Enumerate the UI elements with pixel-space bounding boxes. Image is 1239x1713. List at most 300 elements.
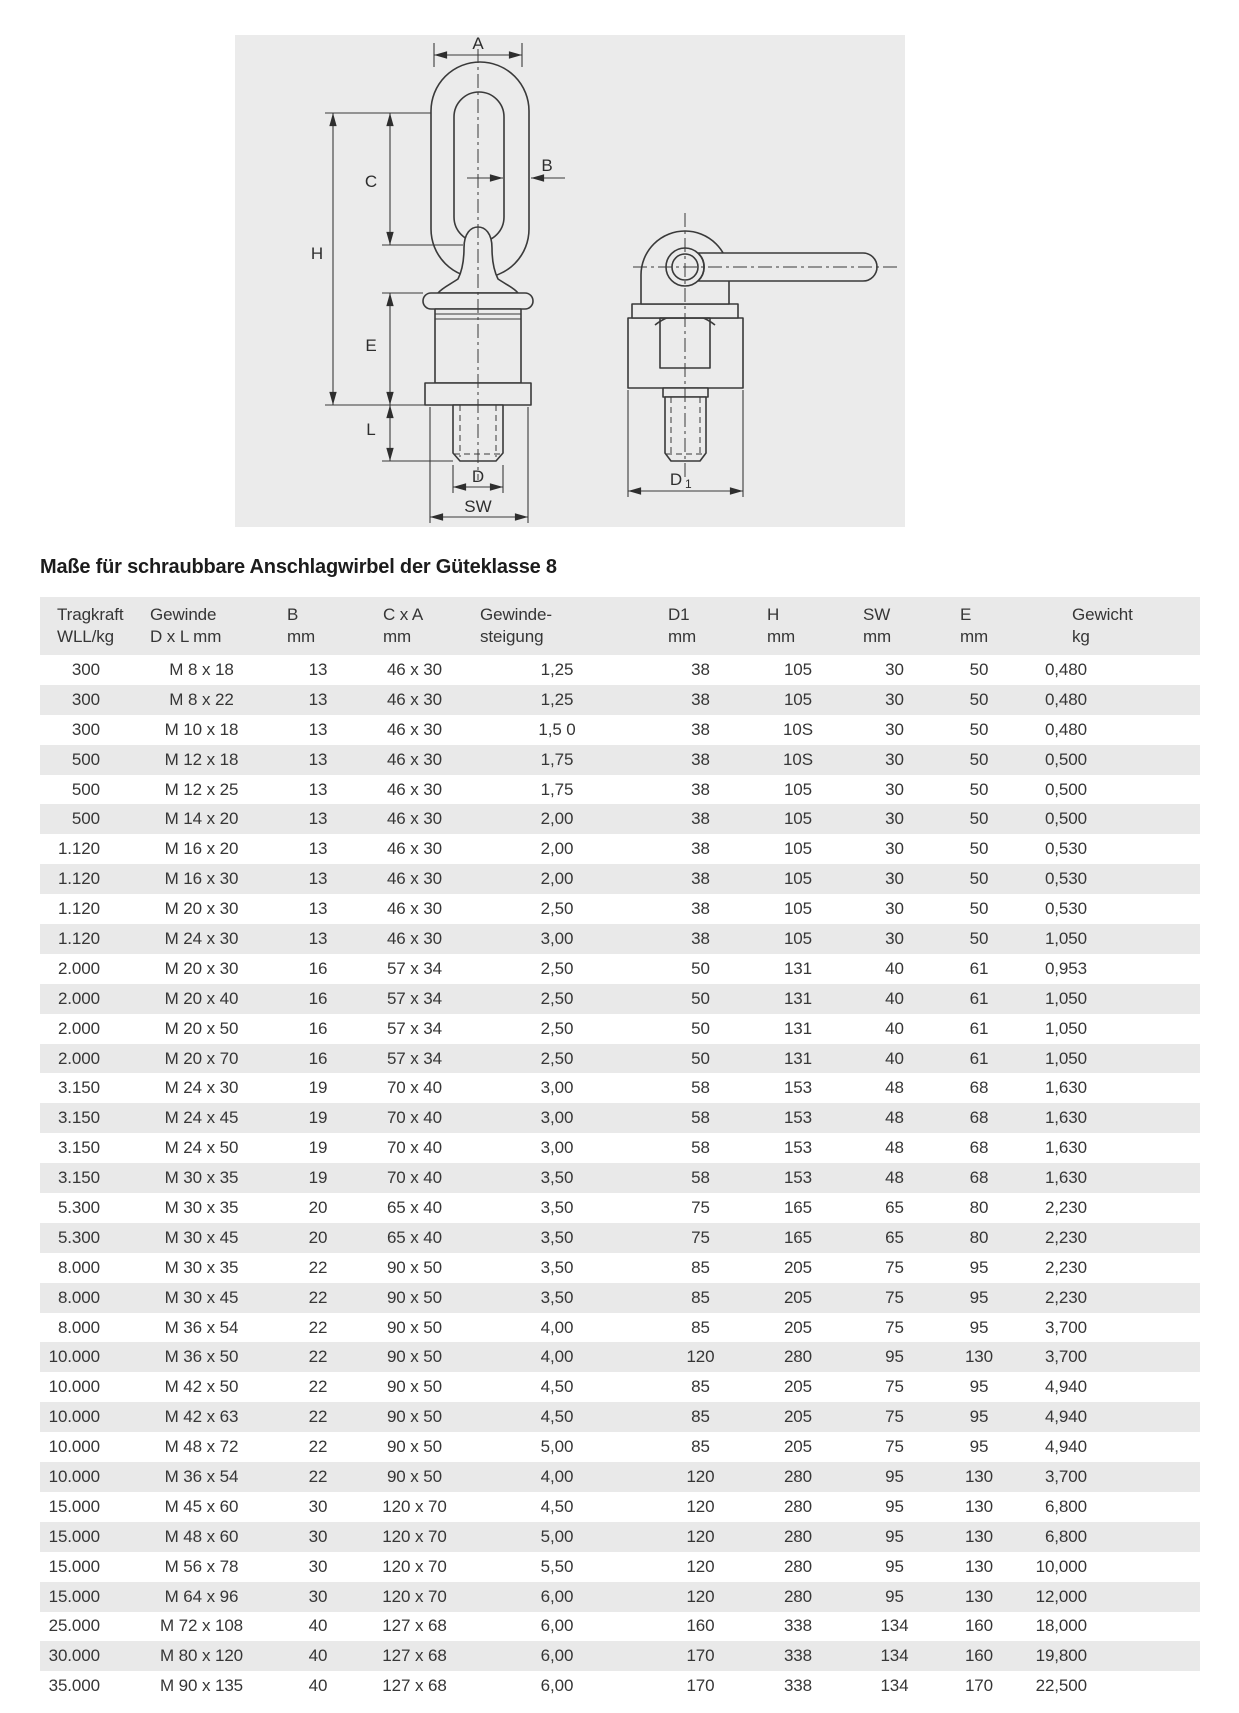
- table-cell: 57 x 34: [366, 1044, 463, 1074]
- table-cell: 205: [783, 1317, 813, 1337]
- table-cell: 30: [270, 1522, 366, 1552]
- table-cell: M 36 x 54: [164, 1317, 239, 1337]
- dim-label-sw: SW: [464, 497, 492, 516]
- table-cell: 38: [691, 899, 710, 919]
- table-cell: 50: [943, 924, 1015, 954]
- table-cell: M 36 x 50: [133, 1342, 270, 1372]
- table-cell: 38: [651, 804, 750, 834]
- table-cell: 75: [651, 1223, 750, 1253]
- table-cell: 0,953: [1044, 958, 1087, 978]
- table-cell: M 24 x 50: [164, 1138, 239, 1158]
- table-row: [40, 1552, 1200, 1582]
- table-cell: 2,230: [1044, 1257, 1087, 1277]
- table-cell: 120: [686, 1496, 715, 1516]
- table-cell: M 64 x 96: [133, 1582, 270, 1612]
- table-cell: 30: [885, 659, 904, 679]
- table-cell: M 16 x 20: [164, 839, 239, 859]
- table-cell: 70 x 40: [366, 1103, 463, 1133]
- table-cell: 1,75: [463, 745, 651, 775]
- table-cell: 90 x 50: [366, 1283, 463, 1313]
- table-cell: 10.000: [40, 1402, 133, 1432]
- table-cell: 0,500: [1015, 804, 1200, 834]
- table-cell: 50: [651, 1044, 750, 1074]
- table-cell: 50: [691, 1018, 710, 1038]
- table-cell: 2,230: [1044, 1197, 1087, 1217]
- table-cell: 105: [783, 659, 813, 679]
- table-cell: 120: [651, 1582, 750, 1612]
- column-header: D1 mm: [651, 597, 750, 655]
- table-cell: 153: [750, 1103, 846, 1133]
- table-cell: 6,00: [463, 1641, 651, 1671]
- table-cell: 4,00: [540, 1317, 574, 1337]
- table-cell: 95: [846, 1522, 943, 1552]
- table-row: [40, 745, 1200, 775]
- table-cell: 5,50: [540, 1556, 574, 1576]
- table-cell: 50: [969, 779, 989, 799]
- table-cell: 280: [783, 1496, 813, 1516]
- table-cell: M 24 x 30: [133, 924, 270, 954]
- table-cell: 10.000: [48, 1437, 100, 1457]
- table-cell: 15.000: [40, 1582, 133, 1612]
- table-cell: 120: [651, 1342, 750, 1372]
- table-cell: 2.000: [57, 1018, 100, 1038]
- table-cell: 30: [885, 719, 904, 739]
- table-row: [40, 1492, 1200, 1522]
- table-cell: 105: [750, 804, 846, 834]
- table-cell: M 30 x 35: [164, 1197, 239, 1217]
- table-cell: M 42 x 50: [164, 1377, 239, 1397]
- table-cell: M 48 x 72: [164, 1437, 239, 1457]
- table-cell: 65 x 40: [386, 1197, 443, 1217]
- table-cell: 85: [691, 1437, 710, 1457]
- table-cell: 75: [885, 1377, 904, 1397]
- table-cell: 85: [691, 1317, 710, 1337]
- table-cell: 1,5 0: [538, 719, 576, 739]
- dim-label-d1: D: [669, 470, 683, 489]
- table-cell: 8.000: [57, 1257, 100, 1277]
- table-cell: M 12 x 18: [133, 745, 270, 775]
- table-row: [40, 715, 1200, 745]
- table-cell: 40: [308, 1616, 328, 1636]
- table-cell: 2,00: [463, 864, 651, 894]
- table-cell: 3,700: [1015, 1462, 1200, 1492]
- table-cell: 15.000: [48, 1496, 100, 1516]
- table-cell: 3,700: [1044, 1317, 1087, 1337]
- table-cell: 50: [969, 839, 989, 859]
- table-cell: 90 x 50: [366, 1342, 463, 1372]
- table-cell: 2,50: [540, 958, 574, 978]
- table-cell: 1,050: [1044, 1018, 1087, 1038]
- table-cell: 61: [943, 1044, 1015, 1074]
- table-row: [40, 1641, 1200, 1671]
- table-cell: 105: [750, 924, 846, 954]
- table-cell: M 20 x 30: [164, 899, 239, 919]
- table-cell: 58: [651, 1103, 750, 1133]
- table-row: [40, 924, 1200, 954]
- table-cell: 46 x 30: [366, 864, 463, 894]
- table-cell: 2,50: [540, 899, 574, 919]
- table-row: [40, 685, 1200, 715]
- table-cell: M 36 x 54: [133, 1462, 270, 1492]
- table-cell: 65 x 40: [366, 1223, 463, 1253]
- table-cell: 1,630: [1015, 1163, 1200, 1193]
- table-cell: 2,230: [1015, 1283, 1200, 1313]
- table-cell: 6,00: [540, 1676, 574, 1696]
- table-cell: 3,50: [540, 1257, 574, 1277]
- table-row: [40, 1671, 1200, 1701]
- table-cell: 95: [846, 1342, 943, 1372]
- table-row: [40, 1044, 1200, 1074]
- dim-label-e: E: [365, 336, 377, 355]
- table-cell: 120 x 70: [382, 1496, 447, 1516]
- table-cell: 50: [943, 864, 1015, 894]
- table-cell: 46 x 30: [386, 839, 443, 859]
- table-cell: 120: [686, 1556, 715, 1576]
- table-cell: 15.000: [40, 1522, 133, 1552]
- table-cell: 30: [308, 1496, 328, 1516]
- table-row: [40, 954, 1200, 984]
- page-title: Maße für schraubbare Anschlagwirbel der Güteklasse 8: [40, 556, 557, 578]
- table-row: [40, 1163, 1200, 1193]
- table-cell: 61: [969, 1018, 989, 1038]
- table-body: [40, 655, 1200, 1701]
- table-cell: 70 x 40: [386, 1078, 443, 1098]
- table-cell: 38: [651, 685, 750, 715]
- table-cell: 3.150: [57, 1078, 100, 1098]
- column-header: C x A mm: [366, 597, 463, 655]
- table-cell: M 20 x 50: [164, 1018, 239, 1038]
- table-cell: 5.300: [57, 1197, 100, 1217]
- table-cell: 0,480: [1044, 659, 1087, 679]
- table-cell: 30: [846, 745, 943, 775]
- table-cell: 95: [885, 1556, 904, 1576]
- table-cell: 20: [308, 1197, 328, 1217]
- table-cell: M 30 x 45: [133, 1283, 270, 1313]
- table-cell: M 14 x 20: [133, 804, 270, 834]
- table-cell: 500: [40, 745, 133, 775]
- dim-label-h: H: [310, 244, 324, 263]
- table-row: [40, 1313, 1200, 1343]
- table-cell: 20: [270, 1223, 366, 1253]
- column-header: SW mm: [846, 597, 943, 655]
- table-cell: 13: [308, 839, 328, 859]
- table-cell: 280: [783, 1556, 813, 1576]
- table-cell: 16: [270, 1044, 366, 1074]
- table-cell: 30: [846, 804, 943, 834]
- table-cell: 153: [783, 1138, 813, 1158]
- table-cell: 6,00: [540, 1616, 574, 1636]
- table-cell: 13: [270, 745, 366, 775]
- table-cell: 90 x 50: [386, 1377, 443, 1397]
- table-cell: 3.150: [40, 1163, 133, 1193]
- table-cell: 65: [885, 1197, 904, 1217]
- table-cell: 0,530: [1015, 864, 1200, 894]
- table-cell: 338: [783, 1676, 813, 1696]
- table-cell: 2.000: [40, 984, 133, 1014]
- table-row: [40, 1253, 1200, 1283]
- table-cell: 19: [308, 1138, 328, 1158]
- table-cell: 3,00: [540, 1138, 574, 1158]
- table-cell: 338: [783, 1616, 813, 1636]
- table-cell: 61: [943, 984, 1015, 1014]
- table-cell: 120 x 70: [366, 1582, 463, 1612]
- table-cell: 127 x 68: [382, 1616, 447, 1636]
- table-cell: 0,530: [1044, 899, 1087, 919]
- table-cell: M 10 x 18: [164, 719, 239, 739]
- table-cell: 105: [750, 685, 846, 715]
- table-cell: 48: [885, 1078, 904, 1098]
- table-row: [40, 1612, 1200, 1642]
- table-cell: 57 x 34: [366, 984, 463, 1014]
- table-cell: 120: [651, 1522, 750, 1552]
- table-cell: 10.000: [40, 1462, 133, 1492]
- table-row: [40, 1582, 1200, 1612]
- table-cell: 80: [943, 1223, 1015, 1253]
- table-row: [40, 864, 1200, 894]
- table-cell: M 8 x 22: [133, 685, 270, 715]
- table-cell: 10.000: [40, 1342, 133, 1372]
- table-cell: 30: [885, 839, 904, 859]
- table-row: [40, 1342, 1200, 1372]
- table-cell: 1,25: [463, 685, 651, 715]
- table-cell: 4,00: [463, 1342, 651, 1372]
- table-cell: 2.000: [57, 958, 100, 978]
- table-cell: 50: [969, 719, 989, 739]
- table-cell: M 30 x 35: [164, 1257, 239, 1277]
- table-cell: 95: [969, 1317, 989, 1337]
- table-cell: 85: [691, 1257, 710, 1277]
- table-cell: 19,800: [1015, 1641, 1200, 1671]
- table-cell: 105: [750, 864, 846, 894]
- table-cell: 1.120: [40, 924, 133, 954]
- table-cell: 13: [270, 685, 366, 715]
- table-cell: M 90 x 135: [159, 1676, 244, 1696]
- table-cell: 280: [750, 1582, 846, 1612]
- table-cell: 2,00: [540, 839, 574, 859]
- dim-label-a: A: [472, 35, 484, 53]
- table-cell: 205: [783, 1257, 813, 1277]
- table-row: [40, 1432, 1200, 1462]
- table-cell: 16: [308, 1018, 328, 1038]
- table-cell: 90 x 50: [366, 1462, 463, 1492]
- table-cell: 30: [885, 899, 904, 919]
- table-row: [40, 1073, 1200, 1103]
- table-cell: 50: [969, 659, 989, 679]
- table-cell: 19: [308, 1078, 328, 1098]
- table-cell: 38: [691, 779, 710, 799]
- table-cell: 2,00: [463, 804, 651, 834]
- table-cell: 38: [691, 659, 710, 679]
- table-cell: 48: [846, 1163, 943, 1193]
- table-cell: M 72 x 108: [159, 1616, 244, 1636]
- table-cell: 1,630: [1015, 1103, 1200, 1133]
- table-cell: 3,50: [540, 1197, 574, 1217]
- table-cell: 68: [943, 1163, 1015, 1193]
- table-cell: 0,480: [1044, 719, 1087, 739]
- table-cell: 22: [308, 1437, 328, 1457]
- table-cell: 22: [270, 1342, 366, 1372]
- table-cell: 95: [943, 1402, 1015, 1432]
- table-cell: 75: [691, 1197, 710, 1217]
- table-cell: M 42 x 63: [133, 1402, 270, 1432]
- table-cell: 205: [750, 1402, 846, 1432]
- table-cell: 48: [846, 1103, 943, 1133]
- table-cell: 10S: [750, 745, 846, 775]
- table-cell: 38: [651, 745, 750, 775]
- table-cell: 40: [846, 984, 943, 1014]
- table-cell: 2,50: [463, 1044, 651, 1074]
- table-cell: 75: [885, 1317, 904, 1337]
- table-cell: 38: [691, 839, 710, 859]
- body-side: [628, 318, 743, 388]
- table-cell: 1,050: [1015, 1044, 1200, 1074]
- table-cell: 130: [943, 1462, 1015, 1492]
- table-cell: 170: [686, 1676, 715, 1696]
- table-cell: M 30 x 45: [133, 1223, 270, 1253]
- table-cell: 95: [846, 1582, 943, 1612]
- table-cell: 3.150: [57, 1138, 100, 1158]
- table-cell: 50: [943, 745, 1015, 775]
- table-cell: 134: [880, 1676, 909, 1696]
- table-cell: 205: [783, 1377, 813, 1397]
- table-cell: 127 x 68: [366, 1641, 463, 1671]
- table-cell: 38: [651, 924, 750, 954]
- table-cell: 46 x 30: [386, 899, 443, 919]
- table-cell: 65: [846, 1223, 943, 1253]
- table-cell: M 45 x 60: [164, 1496, 239, 1516]
- table-cell: 22: [270, 1283, 366, 1313]
- table-cell: M 20 x 30: [164, 958, 239, 978]
- table-row: [40, 1283, 1200, 1313]
- table-cell: 30: [270, 1582, 366, 1612]
- table-cell: 4,50: [463, 1402, 651, 1432]
- table-cell: 40: [846, 1044, 943, 1074]
- table-cell: 1,050: [1015, 984, 1200, 1014]
- table-cell: 300: [40, 685, 133, 715]
- table-cell: 1,630: [1044, 1138, 1087, 1158]
- table-cell: 15.000: [48, 1556, 100, 1576]
- table-cell: 16: [308, 958, 328, 978]
- table-cell: 13: [270, 804, 366, 834]
- table-cell: 46 x 30: [366, 924, 463, 954]
- table-cell: 120: [651, 1462, 750, 1492]
- table-cell: 13: [270, 924, 366, 954]
- table-cell: 70 x 40: [366, 1163, 463, 1193]
- table-cell: 10.000: [48, 1377, 100, 1397]
- table-cell: 153: [750, 1163, 846, 1193]
- table-cell: 134: [846, 1641, 943, 1671]
- table-cell: 70 x 40: [386, 1138, 443, 1158]
- dim-label-b: B: [541, 156, 553, 175]
- table-cell: 4,50: [540, 1496, 574, 1516]
- table-cell: 95: [969, 1377, 989, 1397]
- table-row: [40, 1522, 1200, 1552]
- table-cell: 12,000: [1015, 1582, 1200, 1612]
- table-cell: 160: [943, 1641, 1015, 1671]
- front-view: [311, 35, 565, 523]
- table-cell: 50: [943, 685, 1015, 715]
- table-cell: 1,050: [1015, 924, 1200, 954]
- table-cell: 0,500: [1044, 779, 1087, 799]
- table-cell: 30.000: [40, 1641, 133, 1671]
- table-cell: 50: [651, 984, 750, 1014]
- table-cell: 170: [651, 1641, 750, 1671]
- table-cell: 30: [846, 685, 943, 715]
- table-cell: 30: [846, 864, 943, 894]
- table-cell: 13: [308, 719, 328, 739]
- table-cell: 205: [783, 1437, 813, 1457]
- table-cell: 1,75: [540, 779, 574, 799]
- table-cell: 3,00: [463, 924, 651, 954]
- table-cell: 165: [783, 1197, 813, 1217]
- table-cell: 58: [691, 1078, 710, 1098]
- table-cell: M 24 x 30: [164, 1078, 239, 1098]
- table-cell: 131: [750, 1044, 846, 1074]
- table-cell: 46 x 30: [366, 804, 463, 834]
- table-cell: 22: [270, 1402, 366, 1432]
- table-cell: 46 x 30: [386, 659, 443, 679]
- table-cell: M 12 x 25: [164, 779, 239, 799]
- table-row: [40, 1103, 1200, 1133]
- table-cell: 500: [40, 804, 133, 834]
- table-row: [40, 775, 1200, 805]
- table-cell: M 8 x 18: [169, 659, 234, 679]
- table-cell: 0,480: [1015, 685, 1200, 715]
- table-cell: 105: [783, 779, 813, 799]
- table-cell: 30: [846, 924, 943, 954]
- table-cell: 22,500: [1035, 1676, 1087, 1696]
- table-cell: 46 x 30: [386, 719, 443, 739]
- table-cell: 68: [969, 1078, 989, 1098]
- table-cell: 131: [783, 958, 813, 978]
- table-cell: 38: [691, 719, 710, 739]
- dim-label-d1-sub: 1: [685, 477, 692, 491]
- table-cell: 40: [270, 1641, 366, 1671]
- table-cell: 4,940: [1015, 1402, 1200, 1432]
- table-cell: 160: [964, 1616, 994, 1636]
- dim-label-c: C: [364, 172, 378, 191]
- table-cell: 6,00: [463, 1582, 651, 1612]
- table-cell: 130: [943, 1342, 1015, 1372]
- table-cell: 2.000: [40, 1044, 133, 1074]
- table-cell: 1,630: [1044, 1078, 1087, 1098]
- table-cell: 35.000: [48, 1676, 100, 1696]
- table-cell: M 16 x 30: [133, 864, 270, 894]
- table-cell: 22: [308, 1377, 328, 1397]
- table-cell: 1.120: [40, 864, 133, 894]
- table-row: [40, 1223, 1200, 1253]
- table-cell: 4,940: [1044, 1377, 1087, 1397]
- table-cell: 95: [969, 1257, 989, 1277]
- table-cell: 6,800: [1015, 1522, 1200, 1552]
- column-header: E mm: [943, 597, 1015, 655]
- table-cell: 338: [750, 1641, 846, 1671]
- table-cell: 13: [308, 779, 328, 799]
- table-cell: 127 x 68: [382, 1676, 447, 1696]
- table-cell: 95: [846, 1462, 943, 1492]
- table-cell: 30: [885, 779, 904, 799]
- table-cell: 5,00: [540, 1437, 574, 1457]
- table-row: [40, 655, 1200, 685]
- table-cell: 30: [308, 1556, 328, 1576]
- table-cell: 1.120: [57, 839, 100, 859]
- table-cell: 120 x 70: [382, 1556, 447, 1576]
- swivel-eyebolt-diagram: [235, 35, 905, 527]
- table-cell: 131: [750, 984, 846, 1014]
- table-cell: 205: [750, 1283, 846, 1313]
- table-cell: 120 x 70: [366, 1522, 463, 1552]
- table-cell: 48: [885, 1138, 904, 1158]
